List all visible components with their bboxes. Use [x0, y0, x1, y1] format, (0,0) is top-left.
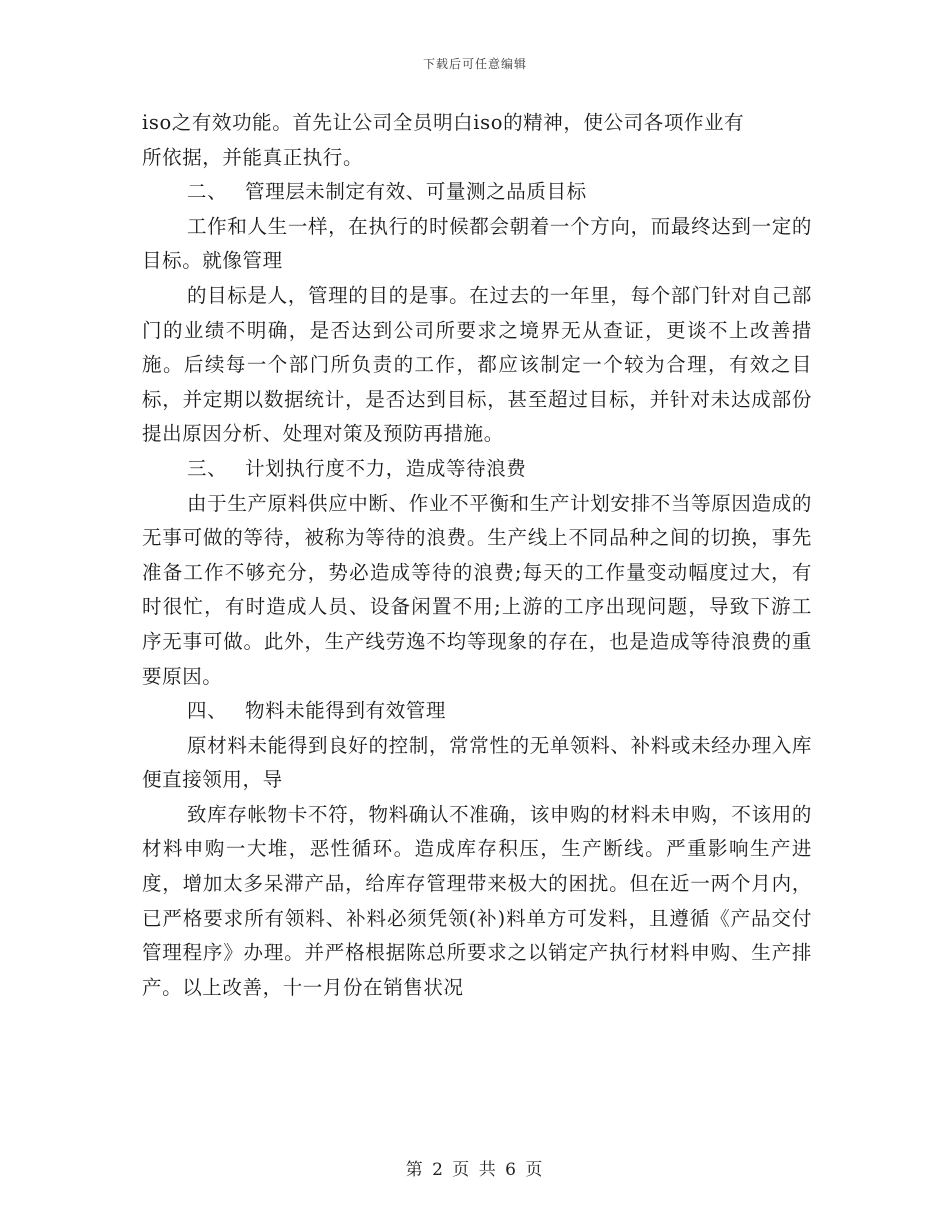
- section-number-3: 三、: [187, 456, 228, 480]
- header-note: 下载后可任意编辑: [422, 57, 527, 71]
- section-heading-3: [142, 452, 812, 487]
- paragraph-5: 原材料未能得到良好的控制，常常性的无单领料、补料或未经办理入库便直接领用，导: [142, 733, 812, 792]
- page-number: 第 2 页 共 6 页: [405, 1160, 545, 1180]
- paragraph-2: 工作和人生一样，在执行的时候都会朝着一个方向，而最终达到一定的目标。就像管理: [142, 214, 812, 273]
- paragraph-6: 致库存帐物卡不符，物料确认不准确，该申购的材料未申购，不该用的材料申购一大堆，恶性循环。造成库存积压，生产断线。严重影响生产进度，增加太多呆滞产品，给库存管理带来极大的困扰。但在近一两个月内，已严格要求所有领料、补料必须凭领(补)料单方可发料，且遵循《产品交付管理程序》办理。并严格根据陈总所要求之以销定产执行材料申购、生产排产。以上改善，十一月份在销售状况: [142, 802, 812, 999]
- section-title-2: 管理层未制定有效、可量测之品质目标: [245, 180, 587, 204]
- paragraph-1-line-2: 所依据，并能真正执行。: [142, 145, 364, 169]
- paragraph-4: 由于生产原料供应中断、作业不平衡和生产计划安排不当等原因造成的无事可做的等待，被称为等待的浪费。生产线上不同品种之间的切换，事先准备工作不够充分，势必造成等待的浪费;每天的工作量变动幅度过大，有时很忙，有时造成人员、设备闲置不用;上游的工序出现问题，导致下游工序无事可做。此外，生产线劳逸不均等现象的存在，也是造成等待浪费的重要原因。: [142, 491, 812, 688]
- section-number-4: 四、: [187, 699, 228, 723]
- section-number-2: 二、: [187, 180, 228, 204]
- paragraph-1-line-1: iso之有效功能。首先让公司全员明白iso的精神，使公司各项作业有: [142, 111, 745, 134]
- section-title-3: 计划执行度不力，造成等待浪费: [245, 456, 527, 480]
- section-heading-4: [142, 694, 812, 729]
- document-body: [142, 106, 812, 1005]
- section-title-4: 物料未能得到有效管理: [245, 699, 447, 723]
- section-heading-2: [142, 175, 812, 210]
- paragraph-3: 的目标是人，管理的目的是事。在过去的一年里，每个部门针对自己部门的业绩不明确，是否达到公司所要求之境界无从查证，更谈不上改善措施。后续每一个部门所负责的工作，都应该制定一个较为合理，有效之目标，并定期以数据统计，是否达到目标，甚至超过目标，并针对未达成部份提出原因分析、处理对策及预防再措施。: [142, 283, 812, 446]
